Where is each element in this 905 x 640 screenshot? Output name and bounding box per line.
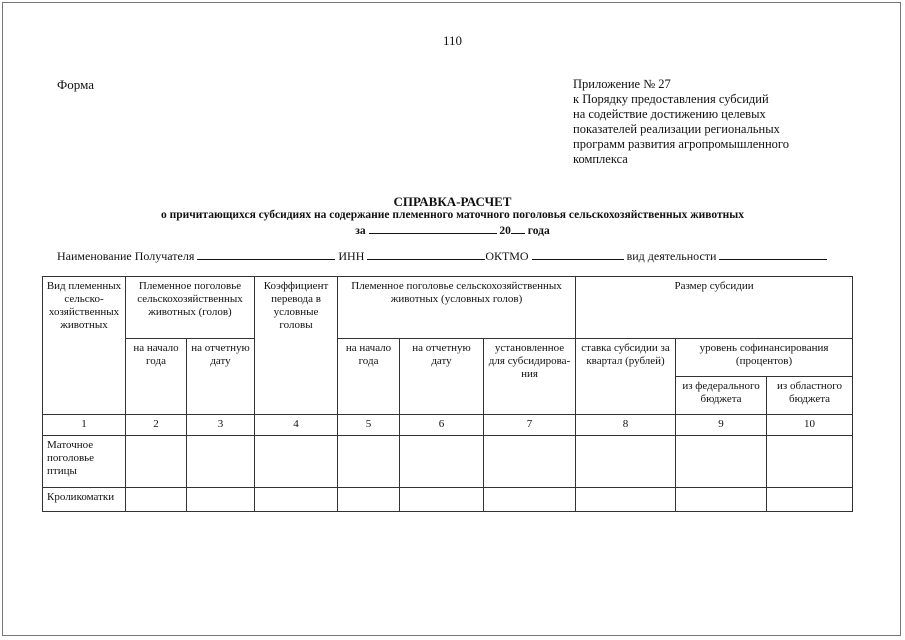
table-cell[interactable] bbox=[255, 488, 338, 512]
table-cell[interactable] bbox=[255, 436, 338, 488]
header-report-date: на отчетную дату bbox=[187, 339, 255, 415]
appendix-line: программ развития агропромышленного bbox=[573, 137, 789, 151]
header-start-year: на начало года bbox=[126, 339, 187, 415]
table-cell[interactable] bbox=[400, 436, 484, 488]
appendix-line: показателей реализации региональных bbox=[573, 122, 780, 136]
appendix-line: на содействие достижению целевых bbox=[573, 107, 766, 121]
table-cell[interactable] bbox=[187, 488, 255, 512]
column-number: 1 bbox=[43, 415, 126, 436]
activity-label: вид деятельности bbox=[626, 249, 717, 263]
table-cell[interactable] bbox=[767, 488, 853, 512]
period-prefix: за bbox=[355, 225, 366, 237]
column-number: 8 bbox=[576, 415, 676, 436]
column-number: 9 bbox=[676, 415, 767, 436]
row-label-poultry: Маточное поголовье птицы bbox=[43, 436, 126, 488]
table-cell[interactable] bbox=[576, 488, 676, 512]
inn-label: ИНН bbox=[338, 249, 365, 263]
header-breeding-conditional: Племенное поголовье сельскохозяйственных животных (условных голов) bbox=[338, 277, 576, 339]
column-number: 6 bbox=[400, 415, 484, 436]
table-cell[interactable] bbox=[576, 436, 676, 488]
document-title: СПРАВКА-РАСЧЕТ bbox=[393, 194, 512, 209]
table-cell[interactable] bbox=[767, 436, 853, 488]
activity-blank[interactable] bbox=[719, 249, 827, 260]
column-number: 5 bbox=[338, 415, 400, 436]
header-subsidy-size: Размер субсидии bbox=[576, 277, 853, 339]
table-cell[interactable] bbox=[187, 436, 255, 488]
table-cell[interactable] bbox=[400, 488, 484, 512]
header-subsidy-rate: ставка субсидии за квартал (рублей) bbox=[576, 339, 676, 415]
period-suffix: года bbox=[527, 225, 550, 237]
column-number: 7 bbox=[484, 415, 576, 436]
appendix-line: комплекса bbox=[573, 152, 628, 166]
inn-blank[interactable] bbox=[367, 249, 485, 260]
column-number: 2 bbox=[126, 415, 187, 436]
table-row bbox=[43, 436, 853, 488]
appendix-line: к Порядку предоставления субсидий bbox=[573, 92, 769, 106]
year-blank[interactable] bbox=[511, 223, 525, 234]
subsidy-table bbox=[42, 276, 853, 512]
appendix-block bbox=[573, 77, 833, 167]
table-cell[interactable] bbox=[676, 436, 767, 488]
page-number: 110 bbox=[442, 33, 463, 48]
oktmo-blank[interactable] bbox=[532, 249, 624, 260]
oktmo-label: ОКТМО bbox=[485, 249, 529, 263]
recipient-line bbox=[57, 249, 827, 264]
table-cell[interactable] bbox=[676, 488, 767, 512]
column-number: 4 bbox=[255, 415, 338, 436]
table-cell[interactable] bbox=[338, 436, 400, 488]
period-year-prefix: 20 bbox=[499, 225, 511, 237]
recipient-name-label: Наименование Получателя bbox=[57, 249, 195, 263]
table-cell[interactable] bbox=[484, 488, 576, 512]
header-regional: из областного бюджета bbox=[767, 377, 853, 415]
header-coefficient: Коэффициент перевода в условные головы bbox=[255, 277, 338, 415]
table-cell[interactable] bbox=[126, 488, 187, 512]
column-number: 3 bbox=[187, 415, 255, 436]
form-label: Форма bbox=[57, 77, 94, 92]
table-cell[interactable] bbox=[126, 436, 187, 488]
header-federal: из федерального бюджета bbox=[676, 377, 767, 415]
document-period bbox=[0, 223, 905, 237]
header-cond-established: установленное для субсидирова-ния bbox=[484, 339, 576, 415]
header-breeding-heads: Племенное поголовье сельскохозяйственных животных (голов) bbox=[126, 277, 255, 339]
recipient-name-blank[interactable] bbox=[197, 249, 335, 260]
appendix-line: Приложение № 27 bbox=[573, 77, 671, 91]
period-blank[interactable] bbox=[369, 223, 497, 234]
header-cond-start-year: на начало года bbox=[338, 339, 400, 415]
row-label-rabbits: Кроликоматки bbox=[43, 488, 126, 512]
table-row bbox=[43, 488, 853, 512]
table-cell[interactable] bbox=[484, 436, 576, 488]
column-number: 10 bbox=[767, 415, 853, 436]
column-number-row bbox=[43, 415, 853, 436]
document-subtitle: о причитающихся субсидиях на содержание племенного маточного поголовья сельскохозяйственных животных bbox=[161, 209, 744, 221]
table-cell[interactable] bbox=[338, 488, 400, 512]
header-cofinancing: уровень софинансирования (процентов) bbox=[676, 339, 853, 377]
header-cond-report-date: на отчетную дату bbox=[400, 339, 484, 415]
header-animal-type: Вид племенных сельско-хозяйственных животных bbox=[43, 277, 126, 415]
